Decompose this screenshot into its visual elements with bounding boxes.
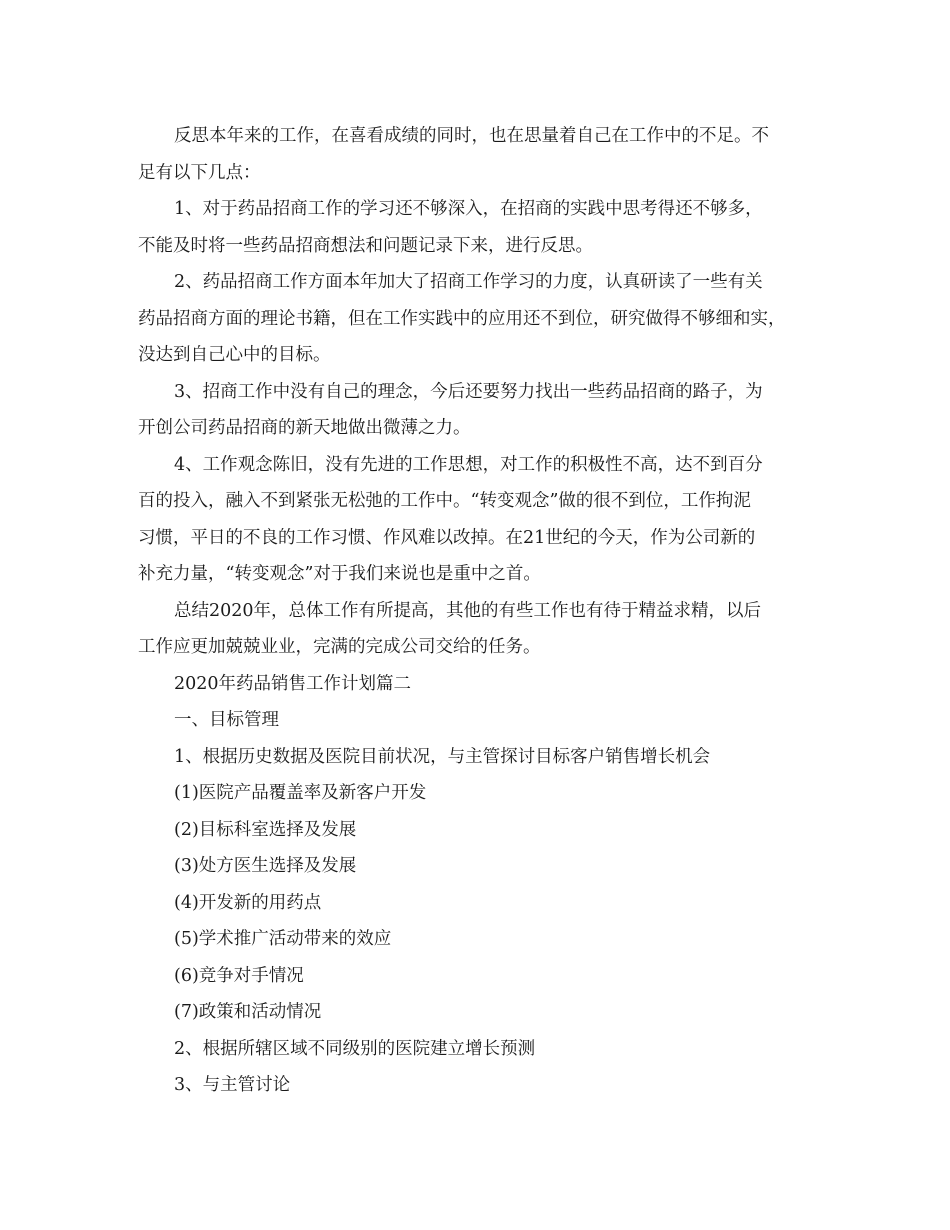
text-line: 2、根据所辖区域不同级别的医院建立增长预测 — [174, 1038, 536, 1059]
list-item-2 — [138, 1031, 820, 1068]
text-line: 不能及时将一些药品招商想法和问题记录下来，进行反思。 — [138, 235, 593, 256]
text-line: 开创公司药品招商的新天地做出微薄之力。 — [138, 418, 471, 438]
text-line: 反思本年来的工作，在喜看成绩的同时，也在思量着自己在工作中的不足。不 — [174, 126, 769, 146]
text-line: (6)竞争对手情况 — [174, 965, 304, 986]
text-line: 2、药品招商工作方面本年加大了招商工作学习的力度，认真研读了一些有关 — [174, 272, 763, 292]
sub-item-3 — [138, 848, 820, 885]
text-line: (5)学术推广活动带来的效应 — [174, 929, 392, 949]
sub-item-4 — [138, 885, 820, 922]
text-line: (1)医院产品覆盖率及新客户开发 — [174, 783, 427, 803]
sub-item-1 — [138, 775, 820, 812]
text-line: 习惯，平日的不良的工作习惯、作风难以改掉。在21世纪的今天，作为公司新的 — [138, 527, 756, 548]
sub-item-7 — [138, 994, 820, 1031]
list-item-1 — [138, 739, 820, 776]
paragraph-point-4 — [138, 447, 820, 593]
section-title — [138, 666, 820, 703]
sub-item-2 — [138, 812, 820, 849]
text-line: 1、根据历史数据及医院目前状况，与主管探讨目标客户销售增长机会 — [174, 746, 711, 767]
text-line: 百的投入，融入不到紧张无松弛的工作中。“转变观念”做的很不到位，工作拘泥 — [138, 491, 751, 511]
text-line: 总结2020年，总体工作有所提高，其他的有些工作也有待于精益求精，以后 — [174, 600, 762, 621]
list-item-3 — [138, 1067, 820, 1104]
paragraph-point-2 — [138, 264, 820, 374]
text-line: 2020年药品销售工作计划篇二 — [174, 673, 412, 694]
paragraph-reflection-intro — [138, 118, 820, 191]
text-line: 工作应更加兢兢业业，完满的完成公司交给的任务。 — [138, 637, 541, 657]
sub-item-5 — [138, 921, 820, 958]
text-line: (2)目标科室选择及发展 — [174, 819, 357, 840]
text-line: (3)处方医生选择及发展 — [174, 856, 357, 876]
text-line: (7)政策和活动情况 — [174, 1002, 322, 1022]
text-line: 没达到自己心中的目标。 — [138, 345, 331, 365]
text-line: 补充力量，“转变观念”对于我们来说也是重中之首。 — [138, 564, 541, 584]
text-line: 3、与主管讨论 — [174, 1075, 291, 1095]
paragraph-point-3 — [138, 374, 820, 447]
paragraph-summary — [138, 593, 820, 666]
text-line: 足有以下几点： — [138, 162, 261, 183]
text-line: 4、工作观念陈旧，没有先进的工作思想，对工作的积极性不高，达不到百分 — [174, 454, 763, 475]
text-line: 药品招商方面的理论书籍，但在工作实践中的应用还不到位，研究做得不够细和实， — [138, 308, 786, 329]
paragraph-point-1 — [138, 191, 820, 264]
text-line: 1、对于药品招商工作的学习还不够深入，在招商的实践中思考得还不够多， — [174, 199, 763, 219]
text-line: 3、招商工作中没有自己的理念，今后还要努力找出一些药品招商的路子，为 — [174, 381, 763, 402]
heading-goal-management — [138, 702, 820, 739]
text-line: (4)开发新的用药点 — [174, 892, 322, 913]
sub-item-6 — [138, 958, 820, 995]
text-line: 一、目标管理 — [174, 710, 279, 730]
